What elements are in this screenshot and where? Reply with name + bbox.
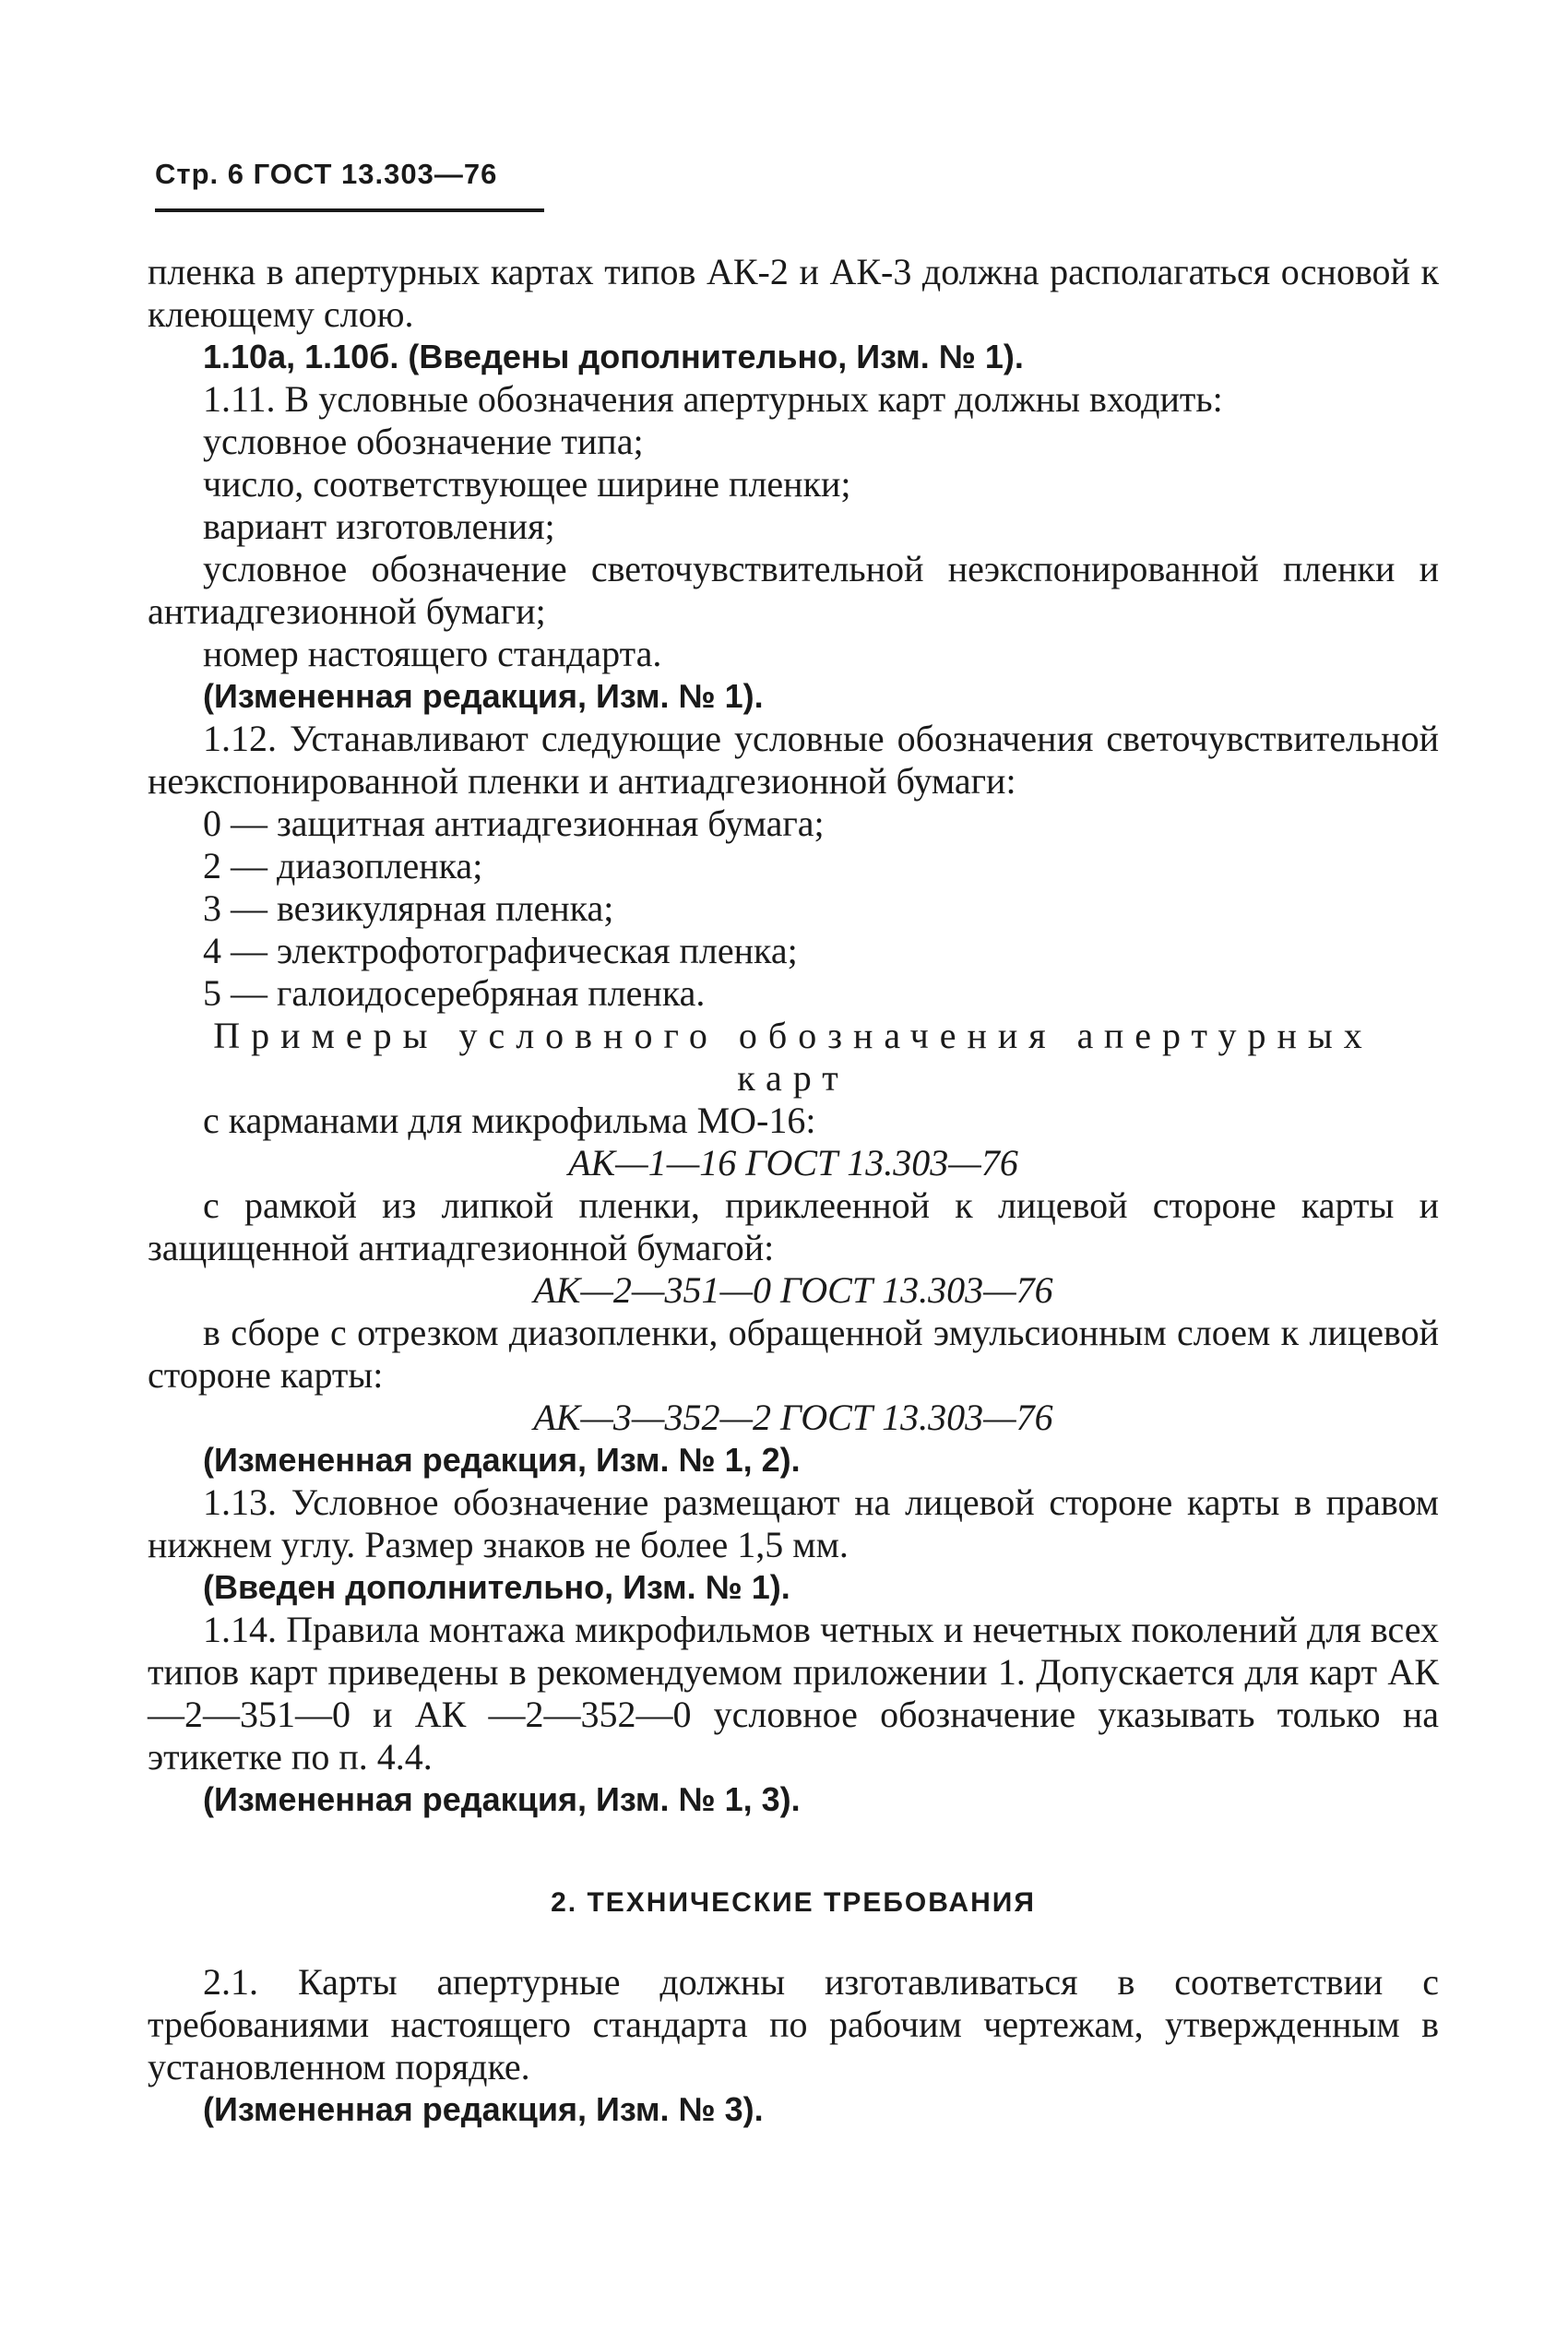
amendment-note: (Измененная редакция, Изм. № 3). [203,2090,764,2128]
clause-2-1: 2.1. Карты апертурные должны изготавливаться в соответствии с требованиями настоящего стандарта по рабочим чертежам, утвержденным в установленном порядке. [148,1961,1439,2087]
example-description: с рамкой из липкой пленки, приклеенной к лицевой стороне карты и защищенной антиадгезионной бумагой: [148,1184,1439,1268]
section-title: 2. ТЕХНИЧЕСКИЕ ТРЕБОВАНИЯ [551,1887,1036,1918]
clause-1-14: 1.14. Правила монтажа микрофильмов четных и нечетных поколений для всех типов карт приведены в рекомендуемом приложении 1. Допускается для карт АК—2—351—0 и АК —2—352—0 условное обозначение указывать только на этикетке по п. 4.4. [148,1609,1439,1778]
amendment-note: (Измененная редакция, Изм. № 1, 3). [203,1780,801,1818]
list-item: 4 — электрофотографическая пленка; [203,930,798,971]
amendment-note: (Измененная редакция, Изм. № 1). [203,677,764,715]
document-body [148,251,1439,2131]
amendment-note: (Введен дополнительно, Изм. № 1). [203,1568,790,1606]
example-designation: АК—3—352—2 ГОСТ 13.303—76 [533,1397,1053,1438]
clause-1-13: 1.13. Условное обозначение размещают на лицевой стороне карты в правом нижнем углу. Размер знаков не более 1,5 мм. [148,1481,1439,1565]
list-item: номер настоящего стандарта. [203,633,662,674]
list-item: 5 — галоидосеребряная пленка. [203,972,706,1014]
list-item: 0 — защитная антиадгезионная бумага; [203,803,825,844]
example-description: с карманами для микрофильма МО-16: [203,1100,816,1141]
examples-heading: Примеры условного обозначения апертурных карт [213,1015,1373,1099]
clause-1-12: 1.12. Устанавливают следующие условные обозначения светочувствительной неэкспонированной пленки и антиадгезионной бумаги: [148,718,1439,802]
header-rule [155,208,544,212]
list-item: вариант изготовления; [203,505,555,547]
list-item: 3 — везикулярная пленка; [203,887,614,929]
list-item: условное обозначение типа; [203,421,644,462]
paragraph: пленка в апертурных картах типов АК-2 и АК-3 должна располагаться основой к клеющему слою. [148,251,1439,335]
clause-1-11: 1.11. В условные обозначения апертурных карт должны входить: [203,378,1223,420]
amendment-note: (Измененная редакция, Изм. № 1, 2). [203,1441,801,1479]
amendment-note: 1.10а, 1.10б. (Введены дополнительно, Изм. № 1). [203,338,1024,375]
list-item: число, соответствующее ширине пленки; [203,463,851,505]
example-designation: АК—1—16 ГОСТ 13.303—76 [568,1142,1018,1183]
page-header: Стр. 6 ГОСТ 13.303—76 [155,158,498,190]
list-item: 2 — диазопленка; [203,845,483,886]
list-item: условное обозначение светочувствительной неэкспонированной пленки и антиадгезионной бумаги; [148,548,1439,632]
example-designation: АК—2—351—0 ГОСТ 13.303—76 [533,1269,1053,1311]
example-description: в сборе с отрезком диазопленки, обращенной эмульсионным слоем к лицевой стороне карты: [148,1312,1439,1396]
